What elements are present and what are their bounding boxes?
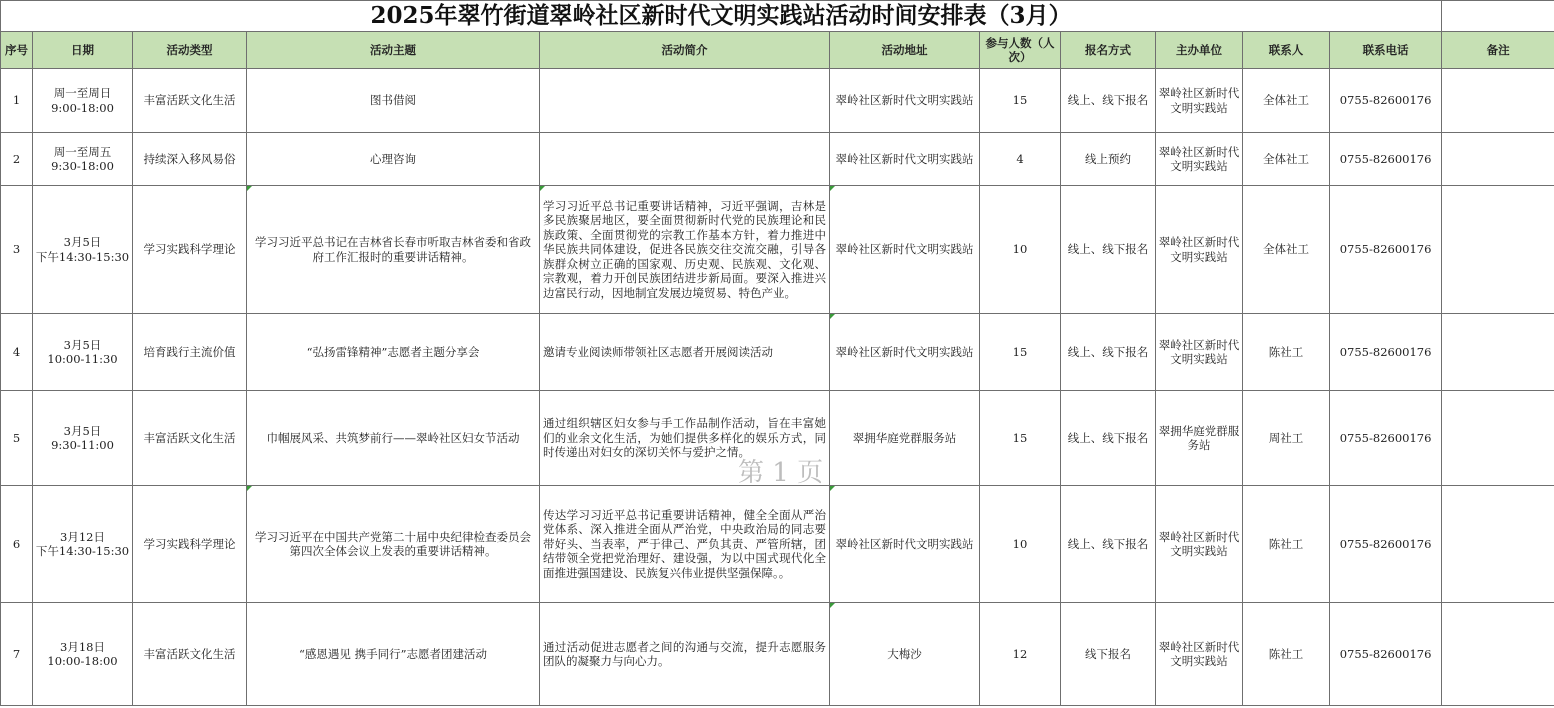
cell-organizer: 翠岭社区新时代文明实践站: [1156, 69, 1243, 133]
cell-contact: 陈社工: [1243, 486, 1330, 603]
header-note: 备注: [1442, 32, 1554, 69]
cell-address: 翠岭社区新时代文明实践站: [830, 69, 980, 133]
time-line: 下午14:30-15:30: [35, 544, 130, 558]
cell-address: 翠岭社区新时代文明实践站: [830, 314, 980, 391]
cell-desc: 学习习近平总书记重要讲话精神，习近平强调，吉林是多民族聚居地区，要全面贯彻新时代党的民族理论和民族政策、全面贯彻党的宗教工作基本方针，着力推进中华民族共同体建设，促进各民族交往交流交融，引导各族群众树立正确的国家观、历史观、民族观、文化观、宗教观，着力开创民族团结进步新局面。要深入推进兴边富民行动，因地制宜发展边境贸易、特色产业。: [540, 186, 830, 314]
cell-count: 15: [980, 391, 1061, 486]
time-line: 10:00-18:00: [47, 654, 118, 668]
cell-phone: 0755-82600176: [1330, 391, 1442, 486]
cell-signup: 线上预约: [1061, 133, 1156, 186]
cell-topic: 学习习近平在中国共产党第二十届中央纪律检查委员会第四次全体会议上发表的重要讲话精神。: [247, 486, 540, 603]
time-line: 10:00-11:30: [47, 352, 118, 366]
cell-topic: “感恩遇见 携手同行”志愿者团建活动: [247, 603, 540, 706]
header-contact: 联系人: [1243, 32, 1330, 69]
header-date: 日期: [33, 32, 133, 69]
header-desc: 活动简介: [540, 32, 830, 69]
table-row: [1, 186, 1554, 314]
cell-organizer: 翠岭社区新时代文明实践站: [1156, 133, 1243, 186]
cell-type: 学习实践科学理论: [133, 186, 247, 314]
date-line: 3月5日: [63, 235, 102, 249]
time-line: 下午14:30-15:30: [35, 249, 130, 264]
header-topic: 活动主题: [247, 32, 540, 69]
cell-count: 4: [980, 133, 1061, 186]
cell-topic: 学习习近平总书记在吉林省长春市听取吉林省委和省政府工作汇报时的重要讲话精神。: [247, 186, 540, 314]
cell-count: 12: [980, 603, 1061, 706]
cell-contact: 陈社工: [1243, 314, 1330, 391]
date-line: 周一至周五: [53, 144, 112, 159]
cell-date: [33, 486, 133, 603]
cell-type: 丰富活跃文化生活: [133, 391, 247, 486]
cell-desc: 邀请专业阅读师带领社区志愿者开展阅读活动: [540, 314, 830, 391]
cell-signup: 线上、线下报名: [1061, 314, 1156, 391]
cell-note: [1442, 391, 1554, 486]
cell-contact: 全体社工: [1243, 186, 1330, 314]
cell-date: [33, 603, 133, 706]
cell-contact: 陈社工: [1243, 603, 1330, 706]
cell-note: [1442, 186, 1554, 314]
cell-organizer: 翠岭社区新时代文明实践站: [1156, 486, 1243, 603]
cell-address: 翠岭社区新时代文明实践站: [830, 186, 980, 314]
cell-count: 10: [980, 186, 1061, 314]
cell-no: 3: [1, 186, 33, 314]
header-row: [1, 32, 1554, 69]
cell-date: [33, 69, 133, 133]
header-signup: 报名方式: [1061, 32, 1156, 69]
table-row: [1, 486, 1554, 603]
cell-signup: 线上、线下报名: [1061, 186, 1156, 314]
cell-contact: 全体社工: [1243, 133, 1330, 186]
cell-topic: 巾帼展风采、共筑梦前行——翠岭社区妇女节活动: [247, 391, 540, 486]
cell-note: [1442, 133, 1554, 186]
time-line: 9:30-11:00: [51, 438, 114, 452]
cell-organizer: 翠岭社区新时代文明实践站: [1156, 186, 1243, 314]
time-line: 9:30-18:00: [51, 159, 114, 173]
cell-desc: 通过组织辖区妇女参与手工作品制作活动，旨在丰富她们的业余文化生活，为她们提供多样化的娱乐方式，同时传递出对妇女的深切关怀与爱护之情。: [540, 391, 830, 486]
cell-date: [33, 133, 133, 186]
header-type: 活动类型: [133, 32, 247, 69]
cell-count: 15: [980, 314, 1061, 391]
cell-desc: [540, 69, 830, 133]
cell-no: 6: [1, 486, 33, 603]
cell-contact: 周社工: [1243, 391, 1330, 486]
cell-address: 翠岭社区新时代文明实践站: [830, 486, 980, 603]
table-row: [1, 314, 1554, 391]
cell-signup: 线上、线下报名: [1061, 69, 1156, 133]
cell-type: 培育践行主流价值: [133, 314, 247, 391]
cell-type: 丰富活跃文化生活: [133, 603, 247, 706]
cell-phone: 0755-82600176: [1330, 133, 1442, 186]
cell-count: 10: [980, 486, 1061, 603]
cell-address: 翠拥华庭党群服务站: [830, 391, 980, 486]
table-row: [1, 603, 1554, 706]
cell-signup: 线上、线下报名: [1061, 486, 1156, 603]
date-line: 周一至周日: [53, 86, 112, 100]
cell-phone: 0755-82600176: [1330, 69, 1442, 133]
cell-organizer: 翠岭社区新时代文明实践站: [1156, 314, 1243, 391]
cell-no: 2: [1, 133, 33, 186]
date-line: 3月12日: [60, 529, 105, 544]
table-row: [1, 391, 1554, 486]
cell-topic: “弘扬雷锋精神”志愿者主题分享会: [247, 314, 540, 391]
cell-no: 7: [1, 603, 33, 706]
cell-topic: 心理咨询: [247, 133, 540, 186]
cell-contact: 全体社工: [1243, 69, 1330, 133]
cell-signup: 线上、线下报名: [1061, 391, 1156, 486]
cell-type: 持续深入移风易俗: [133, 133, 247, 186]
cell-phone: 0755-82600176: [1330, 186, 1442, 314]
header-organizer: 主办单位: [1156, 32, 1243, 69]
cell-note: [1442, 486, 1554, 603]
cell-no: 4: [1, 314, 33, 391]
cell-type: 丰富活跃文化生活: [133, 69, 247, 133]
cell-address: 大梅沙: [830, 603, 980, 706]
header-count: 参与人数（人次）: [980, 32, 1061, 69]
cell-note: [1442, 603, 1554, 706]
cell-organizer: 翠拥华庭党群服务站: [1156, 391, 1243, 486]
page-watermark: 第 1 页: [738, 458, 824, 488]
title-spare-cell: [1442, 1, 1554, 32]
cell-desc: 通过活动促进志愿者之间的沟通与交流，提升志愿服务团队的凝聚力与向心力。: [540, 603, 830, 706]
date-line: 3月5日: [63, 423, 102, 438]
cell-date: [33, 186, 133, 314]
cell-phone: 0755-82600176: [1330, 314, 1442, 391]
table-row: [1, 69, 1554, 133]
header-no: 序号: [1, 32, 33, 69]
cell-no: 1: [1, 69, 33, 133]
cell-note: [1442, 314, 1554, 391]
header-phone: 联系电话: [1330, 32, 1442, 69]
cell-note: [1442, 69, 1554, 133]
cell-organizer: 翠岭社区新时代文明实践站: [1156, 603, 1243, 706]
cell-date: [33, 391, 133, 486]
header-address: 活动地址: [830, 32, 980, 69]
cell-type: 学习实践科学理论: [133, 486, 247, 603]
page-title: 2025年翠竹街道翠岭社区新时代文明实践站活动时间安排表（3月）: [1, 1, 1442, 32]
cell-date: [33, 314, 133, 391]
cell-count: 15: [980, 69, 1061, 133]
time-line: 9:00-18:00: [51, 100, 114, 115]
cell-phone: 0755-82600176: [1330, 603, 1442, 706]
cell-topic: 图书借阅: [247, 69, 540, 133]
date-line: 3月5日: [63, 337, 102, 352]
cell-desc: 传达学习习近平总书记重要讲话精神，健全全面从严治党体系、深入推进全面从严治党，中央政治局的同志要带好头、当表率，严于律己、严负其责、严管所辖，团结带领全党把党治理好、建设强，为以中国式现代化全面推进强国建设、民族复兴伟业提供坚强保障。。: [540, 486, 830, 603]
table-row: [1, 133, 1554, 186]
cell-phone: 0755-82600176: [1330, 486, 1442, 603]
cell-no: 5: [1, 391, 33, 486]
cell-address: 翠岭社区新时代文明实践站: [830, 133, 980, 186]
date-line: 3月18日: [60, 639, 105, 654]
cell-desc: [540, 133, 830, 186]
cell-signup: 线下报名: [1061, 603, 1156, 706]
